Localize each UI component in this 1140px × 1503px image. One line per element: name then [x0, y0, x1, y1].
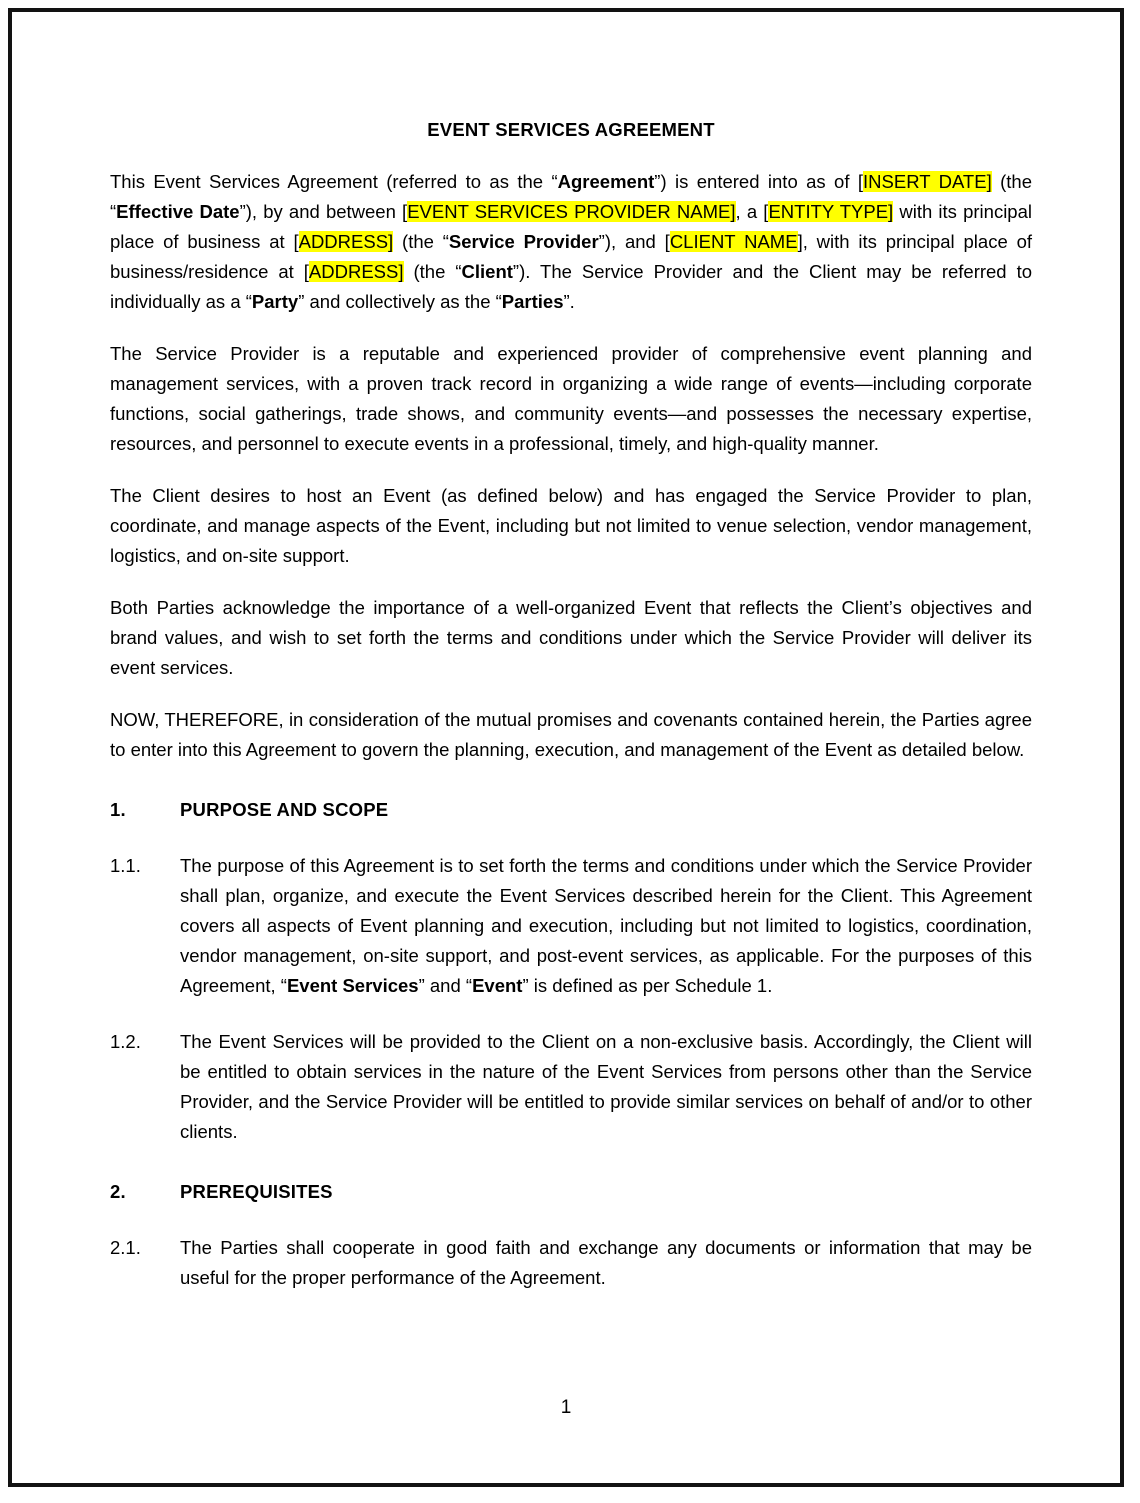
preamble-text: (the “: [110, 171, 1032, 222]
defined-term-effective-date: Effective Date: [116, 201, 240, 222]
section-heading-2: [110, 1177, 1032, 1207]
preamble-paragraph-2: The Service Provider is a reputable and experienced provider of comprehensive event planning and management services, with a proven track record in organizing a wide range of events—including corporate functions, social gatherings, trade shows, and community events—and possesses the necessary expertise, resources, and personnel to execute events in a professional, timely, and high-quality manner.: [110, 343, 1032, 454]
document-page: [12, 12, 1120, 1483]
preamble-text: ” and collectively as the “: [298, 291, 502, 312]
section-number: 2.: [110, 1181, 126, 1202]
clause-1-2: [110, 1027, 1032, 1147]
page-number: 1: [560, 1397, 572, 1418]
clause-text: [180, 851, 1032, 1001]
defined-term-event-services: Event Services: [286, 975, 419, 996]
clause-number: 2.1.: [110, 1237, 141, 1258]
preamble-paragraph-5: NOW, THEREFORE, in consideration of the mutual promises and covenants contained herein, the Parties agree to enter into this Agreement to govern the planning, execution, and management of the Event as detailed below.: [110, 709, 1032, 760]
preamble-text: ], with its principal place of business/residence at [: [110, 231, 1032, 282]
preamble-text: ”) is entered into as of [: [654, 171, 864, 192]
defined-term-agreement: Agreement: [557, 171, 655, 192]
clause-1-1: [110, 851, 1032, 1001]
clause-text-part: ” and “: [418, 975, 473, 996]
clause-number: 1.1.: [110, 855, 141, 876]
clause-text-part: The purpose of this Agreement is to set forth the terms and conditions under which the Service Provider shall plan, organize, and execute the Event Services described herein for the Client. This Agreement covers all aspects of Event planning and execution, including but not limited to logistics, coordination, vendor management, on-site support, and post-event services, as applicable. For the purposes of this Agreement, “: [180, 855, 1032, 996]
preamble-text: (the “: [393, 231, 449, 252]
preamble-text: ”), and [: [598, 231, 670, 252]
clause-text: The Parties shall cooperate in good faith and exchange any documents or information that may be useful for the proper performance of the Agreement.: [180, 1237, 1032, 1288]
placeholder-provider-address[interactable]: ADDRESS]: [298, 231, 394, 252]
defined-term-service-provider: Service Provider: [448, 231, 599, 252]
defined-term-parties: Parties: [501, 291, 564, 312]
section-title: PREREQUISITES: [180, 1181, 333, 1202]
preamble-paragraph-3: The Client desires to host an Event (as defined below) and has engaged the Service Provider to plan, coordinate, and manage aspects of the Event, including but not limited to venue selection, vendor management, logistics, and on-site support.: [110, 485, 1032, 566]
placeholder-entity-type[interactable]: ENTITY TYPE]: [768, 201, 894, 222]
placeholder-client-address[interactable]: ADDRESS]: [308, 261, 404, 282]
defined-term-party: Party: [251, 291, 299, 312]
document-page-frame: [8, 8, 1124, 1487]
preamble-text: with its principal place of business at [: [110, 201, 1032, 252]
preamble-paragraph-1: [110, 167, 1032, 317]
placeholder-client-name[interactable]: CLIENT NAME: [669, 231, 798, 252]
clause-2-1: [110, 1233, 1032, 1293]
section-heading-1: [110, 795, 1032, 825]
preamble-text: ”). The Service Provider and the Client may be referred to individually as a “: [110, 261, 1033, 312]
clause-number: 1.2.: [110, 1031, 141, 1052]
preamble-text: , a [: [735, 201, 769, 222]
document-title: EVENT SERVICES AGREEMENT: [427, 119, 715, 140]
preamble-text: ”.: [563, 291, 575, 312]
preamble-text: This Event Services Agreement (referred to as the “: [110, 171, 558, 192]
placeholder-insert-date[interactable]: INSERT DATE]: [863, 171, 992, 192]
preamble-text: (the “: [403, 261, 462, 282]
section-number: 1.: [110, 799, 126, 820]
clause-text: The Event Services will be provided to the Client on a non-exclusive basis. Accordingly, the Client will be entitled to obtain services in the nature of the Event Services from persons other than the Service Provider, and the Service Provider will be entitled to provide similar services on behalf of and/or to other clients.: [180, 1031, 1032, 1142]
preamble-text: ”), by and between [: [239, 201, 408, 222]
defined-term-client: Client: [461, 261, 513, 282]
preamble-paragraph-4: Both Parties acknowledge the importance of a well-organized Event that reflects the Client’s objectives and brand values, and wish to set forth the terms and conditions under which the Service Provider will deliver its event services.: [110, 597, 1032, 678]
defined-term-event: Event: [472, 975, 523, 996]
document-content: [110, 117, 1032, 1319]
placeholder-provider-name[interactable]: EVENT SERVICES PROVIDER NAME]: [407, 201, 736, 222]
clause-text-part: ” is defined as per Schedule 1.: [522, 975, 773, 996]
section-title: PURPOSE AND SCOPE: [180, 799, 389, 820]
